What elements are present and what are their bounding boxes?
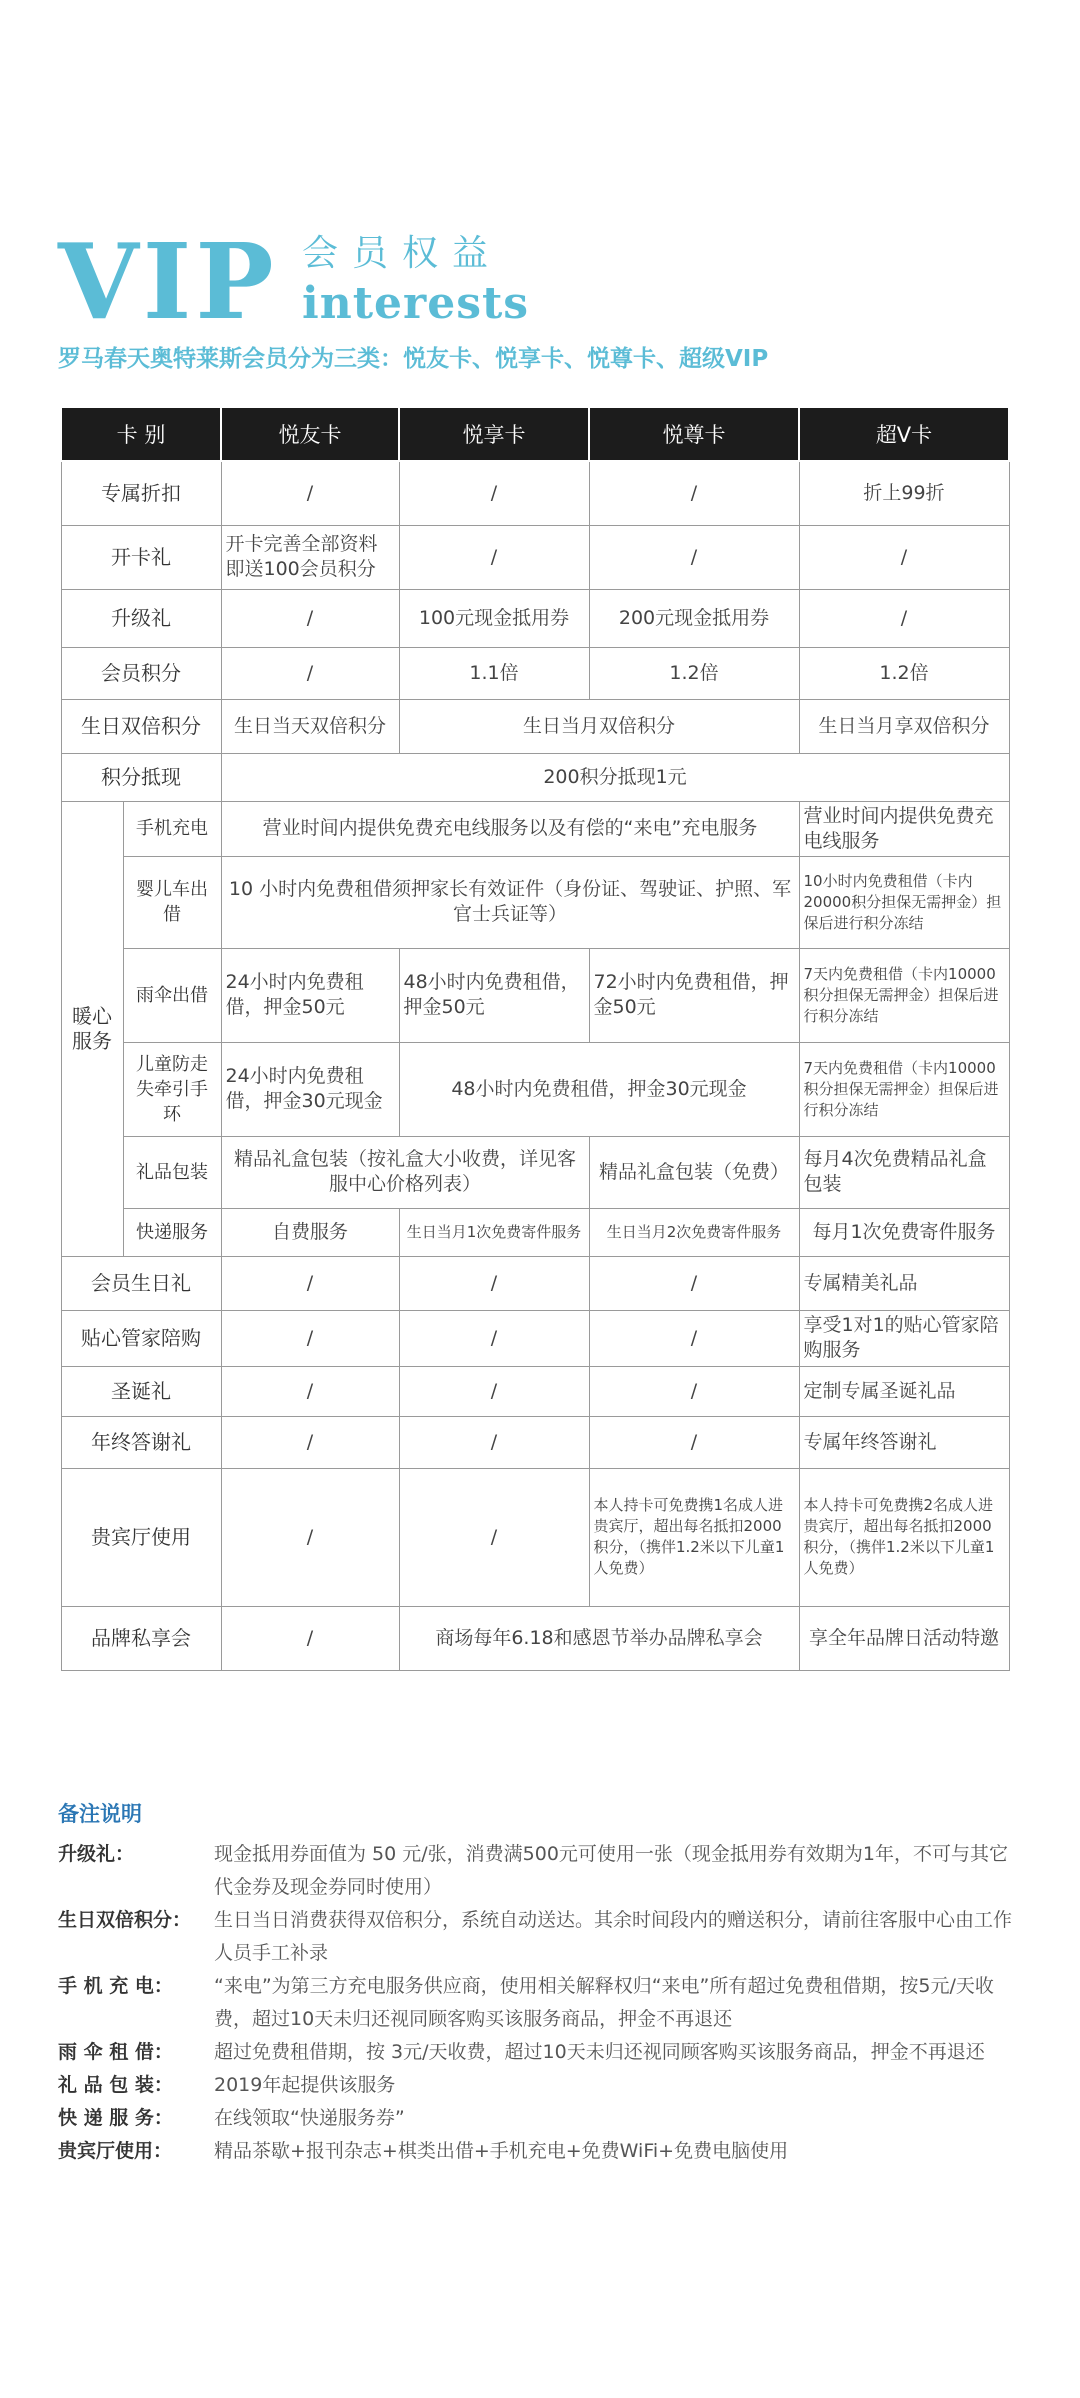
table-cell: 7天内免费租借（卡内10000积分担保无需押金）担保后进行积分冻结 bbox=[799, 948, 1009, 1042]
sub-row-label: 手机充电 bbox=[123, 801, 221, 856]
table-cell: 每月1次免费寄件服务 bbox=[799, 1208, 1009, 1256]
table-cell: 7天内免费租借（卡内10000积分担保无需押金）担保后进行积分冻结 bbox=[799, 1042, 1009, 1136]
table-cell: / bbox=[799, 589, 1009, 647]
table-cell: 每月4次免费精品礼盒包装 bbox=[799, 1136, 1009, 1208]
row-label: 开卡礼 bbox=[61, 525, 221, 589]
table-cell: / bbox=[399, 525, 589, 589]
note-item bbox=[58, 2102, 1018, 2135]
table-cell: / bbox=[399, 461, 589, 525]
table-cell: / bbox=[221, 1256, 399, 1310]
row-label: 贵宾厅使用 bbox=[61, 1468, 221, 1606]
row-label: 会员生日礼 bbox=[61, 1256, 221, 1310]
vip-logo-text: VIP bbox=[58, 220, 278, 343]
row-label: 专属折扣 bbox=[61, 461, 221, 525]
row-label: 贴心管家陪购 bbox=[61, 1310, 221, 1366]
table-cell: 200积分抵现1元 bbox=[221, 753, 1009, 801]
sub-row-label: 礼品包装 bbox=[123, 1136, 221, 1208]
header-card-type: 卡 别 bbox=[61, 407, 221, 461]
table-cell: / bbox=[589, 1416, 799, 1468]
title-en: interests bbox=[302, 278, 530, 329]
table-cell: / bbox=[221, 647, 399, 699]
notes-title: 备注说明 bbox=[58, 1802, 142, 1826]
table-cell: / bbox=[221, 1416, 399, 1468]
table-cell: / bbox=[221, 1606, 399, 1670]
table-row bbox=[61, 647, 1009, 699]
table-row bbox=[61, 589, 1009, 647]
table-cell: 100元现金抵用券 bbox=[399, 589, 589, 647]
note-text: 生日当日消费获得双倍积分，系统自动送达。其余时间段内的赠送积分，请前往客服中心由工作人员手工补录 bbox=[214, 1909, 1013, 1964]
table-row bbox=[61, 525, 1009, 589]
table-cell: / bbox=[589, 1310, 799, 1366]
note-label: 生日双倍积分： bbox=[58, 1909, 192, 1931]
table-cell: / bbox=[399, 1468, 589, 1606]
table-row bbox=[61, 1468, 1009, 1606]
note-label: 雨 伞 租 借： bbox=[58, 2041, 173, 2063]
table-cell: 精品礼盒包装（免费） bbox=[589, 1136, 799, 1208]
note-item bbox=[58, 1970, 1018, 2036]
table-row bbox=[61, 699, 1009, 753]
table-cell: / bbox=[799, 525, 1009, 589]
sub-row-label: 雨伞出借 bbox=[123, 948, 221, 1042]
table-cell: 营业时间内提供免费充电线服务 bbox=[799, 801, 1009, 856]
table-cell: 本人持卡可免费携1名成人进贵宾厅，超出每名抵扣2000积分，（携伴1.2米以下儿童1人免费） bbox=[589, 1468, 799, 1606]
table-cell: / bbox=[589, 525, 799, 589]
header-yuexiang: 悦享卡 bbox=[399, 407, 589, 461]
note-label: 快 递 服 务： bbox=[58, 2107, 173, 2129]
table-cell: 专属精美礼品 bbox=[799, 1256, 1009, 1310]
note-item bbox=[58, 1838, 1018, 1904]
title-cn: 会员权益 bbox=[302, 233, 503, 274]
table-cell: 享全年品牌日活动特邀 bbox=[799, 1606, 1009, 1670]
note-label: 升级礼： bbox=[58, 1843, 135, 1865]
table-cell: 生日当月1次免费寄件服务 bbox=[399, 1208, 589, 1256]
row-label: 年终答谢礼 bbox=[61, 1416, 221, 1468]
header-yueyou: 悦友卡 bbox=[221, 407, 399, 461]
note-text: 在线领取“快递服务券” bbox=[214, 2107, 405, 2129]
table-cell: 生日当月享双倍积分 bbox=[799, 699, 1009, 753]
table-row bbox=[61, 948, 1009, 1042]
sub-row-label: 快递服务 bbox=[123, 1208, 221, 1256]
table-cell: / bbox=[399, 1366, 589, 1416]
table-cell: 生日当天双倍积分 bbox=[221, 699, 399, 753]
table-cell: 24小时内免费租借，押金50元 bbox=[221, 948, 399, 1042]
table-cell: 200元现金抵用券 bbox=[589, 589, 799, 647]
table-header-row bbox=[61, 407, 1009, 461]
table-cell: 营业时间内提供免费充电线服务以及有偿的“来电”充电服务 bbox=[221, 801, 799, 856]
header-yuezun: 悦尊卡 bbox=[589, 407, 799, 461]
note-item bbox=[58, 2069, 1018, 2102]
header-super-v: 超V卡 bbox=[799, 407, 1009, 461]
table-cell: 专属年终答谢礼 bbox=[799, 1416, 1009, 1468]
row-label: 生日双倍积分 bbox=[61, 699, 221, 753]
note-label: 贵宾厅使用： bbox=[58, 2140, 173, 2162]
table-row bbox=[61, 1256, 1009, 1310]
table-cell: 定制专属圣诞礼品 bbox=[799, 1366, 1009, 1416]
table-cell: / bbox=[221, 461, 399, 525]
note-label: 手 机 充 电： bbox=[58, 1975, 173, 1997]
table-cell: / bbox=[589, 1256, 799, 1310]
table-cell: 10小时内免费租借（卡内20000积分担保无需押金）担保后进行积分冻结 bbox=[799, 856, 1009, 948]
row-label: 圣诞礼 bbox=[61, 1366, 221, 1416]
table-row bbox=[61, 1042, 1009, 1136]
table-cell: / bbox=[589, 1366, 799, 1416]
table-cell: 48小时内免费租借，押金50元 bbox=[399, 948, 589, 1042]
note-item bbox=[58, 1904, 1018, 1970]
row-label: 品牌私享会 bbox=[61, 1606, 221, 1670]
table-cell: 商场每年6.18和感恩节举办品牌私享会 bbox=[399, 1606, 799, 1670]
table-cell: / bbox=[221, 589, 399, 647]
note-item bbox=[58, 2036, 1018, 2069]
table-cell: 1.2倍 bbox=[799, 647, 1009, 699]
table-row bbox=[61, 856, 1009, 948]
note-text: “来电”为第三方充电服务供应商，使用相关解释权归“来电”所有超过免费租借期，按5元/天收费，超过10天未归还视同顾客购买该服务商品，押金不再退还 bbox=[214, 1975, 994, 2030]
note-label: 礼 品 包 装： bbox=[58, 2074, 173, 2096]
table-row bbox=[61, 753, 1009, 801]
table-cell: / bbox=[399, 1310, 589, 1366]
intro-text: 罗马春天奥特莱斯会员分为三类：悦友卡、悦享卡、悦尊卡、超级VIP bbox=[58, 346, 769, 372]
table-cell: 折上99折 bbox=[799, 461, 1009, 525]
table-row bbox=[61, 1136, 1009, 1208]
note-item bbox=[58, 2135, 1018, 2168]
table-row bbox=[61, 801, 1009, 856]
row-label-warm-service: 暖心服务 bbox=[61, 801, 123, 1256]
table-cell: 生日当月双倍积分 bbox=[399, 699, 799, 753]
table-cell: 1.1倍 bbox=[399, 647, 589, 699]
table-row bbox=[61, 1416, 1009, 1468]
table-cell: 1.2倍 bbox=[589, 647, 799, 699]
table-cell: 生日当月2次免费寄件服务 bbox=[589, 1208, 799, 1256]
table-cell: / bbox=[399, 1256, 589, 1310]
table-row bbox=[61, 1606, 1009, 1670]
benefits-table bbox=[60, 406, 1010, 1671]
table-cell: / bbox=[221, 1468, 399, 1606]
note-text: 精品茶歇+报刊杂志+棋类出借+手机充电+免费WiFi+免费电脑使用 bbox=[214, 2140, 789, 2162]
table-cell: 享受1对1的贴心管家陪购服务 bbox=[799, 1310, 1009, 1366]
row-label: 升级礼 bbox=[61, 589, 221, 647]
table-cell: 自费服务 bbox=[221, 1208, 399, 1256]
table-cell: 精品礼盒包装（按礼盒大小收费，详见客服中心价格列表） bbox=[221, 1136, 589, 1208]
note-text: 2019年起提供该服务 bbox=[214, 2074, 396, 2096]
table-cell: / bbox=[221, 1310, 399, 1366]
table-row bbox=[61, 1366, 1009, 1416]
table-row bbox=[61, 1208, 1009, 1256]
table-cell: 开卡完善全部资料即送100会员积分 bbox=[221, 525, 399, 589]
table-cell: 72小时内免费租借，押金50元 bbox=[589, 948, 799, 1042]
table-cell: 24小时内免费租借，押金30元现金 bbox=[221, 1042, 399, 1136]
table-cell: / bbox=[399, 1416, 589, 1468]
table-row bbox=[61, 1310, 1009, 1366]
table-row bbox=[61, 461, 1009, 525]
table-cell: / bbox=[589, 461, 799, 525]
table-cell: 10 小时内免费租借须押家长有效证件（身份证、驾驶证、护照、军官士兵证等） bbox=[221, 856, 799, 948]
table-cell: 48小时内免费租借，押金30元现金 bbox=[399, 1042, 799, 1136]
row-label: 积分抵现 bbox=[61, 753, 221, 801]
note-text: 现金抵用券面值为 50 元/张，消费满500元可使用一张（现金抵用券有效期为1年，不可与其它代金券及现金券同时使用） bbox=[214, 1843, 1009, 1898]
vip-title-block bbox=[58, 220, 1018, 343]
table-cell: / bbox=[221, 1366, 399, 1416]
note-text: 超过免费租借期，按 3元/天收费，超过10天未归还视同顾客购买该服务商品，押金不再退还 bbox=[214, 2041, 985, 2063]
notes-section bbox=[58, 1798, 1018, 2168]
table-cell: 本人持卡可免费携2名成人进贵宾厅，超出每名抵扣2000积分，（携伴1.2米以下儿童1人免费） bbox=[799, 1468, 1009, 1606]
sub-row-label: 儿童防走失牵引手环 bbox=[123, 1042, 221, 1136]
sub-row-label: 婴儿车出借 bbox=[123, 856, 221, 948]
row-label: 会员积分 bbox=[61, 647, 221, 699]
